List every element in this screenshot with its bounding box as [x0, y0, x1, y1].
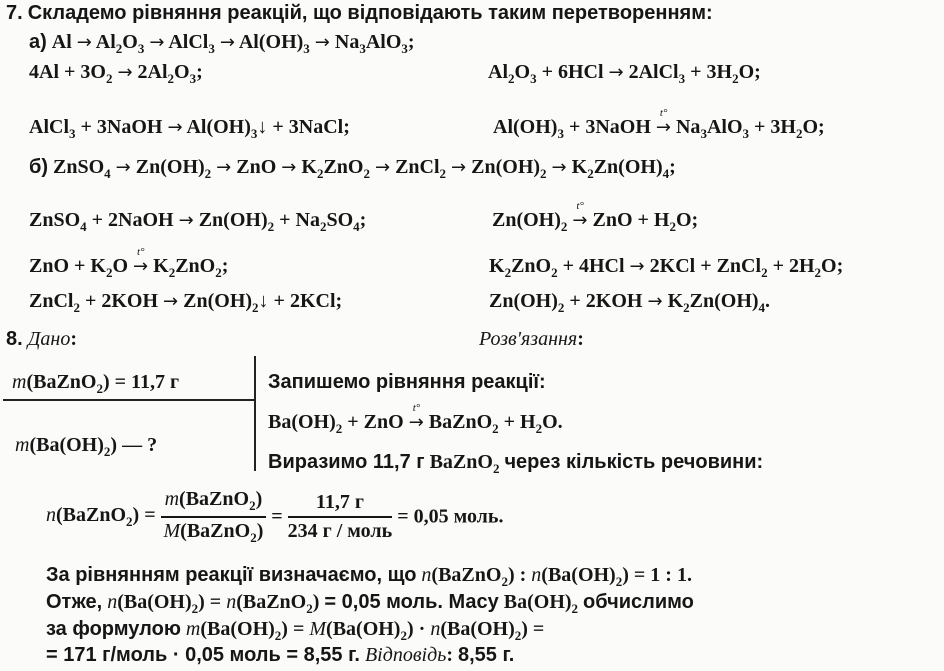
p1-text: За рівнянням реакції визначаємо, що: [46, 564, 417, 586]
eq-zno-k2o: ZnO + $K_2O$ t° → $K_2ZnO_2$;: [29, 246, 229, 280]
answer-value: 8,55 г.: [458, 644, 515, 666]
eq-al2o3-hcl: $Al_2O_3 + 6HCl$ → 2AlCl$_3$ + $3H_2O$;: [488, 61, 761, 86]
eq-aloh3-naoh: $Al(OH)_3$ + 3NaOH t° → $Na_3AlO_3 + 3H_2O$;: [493, 107, 825, 141]
eq-al-o2: $4Al + 3O_2 \to 2Al_2O_3$;: [29, 61, 203, 86]
fraction-mass-over-molar: $\frac{m(BaZnO_2)}{M(BaZnO_2)}$: [161, 488, 267, 546]
p3-text: за формулою: [46, 618, 181, 640]
frac-top-value: 11,7 г: [288, 491, 393, 518]
para-line-4: = 171 г/моль · 0,05 моль = 8,55 г. Відповідь: 8,55 г.: [46, 644, 515, 666]
task7b-label: б): [29, 156, 49, 178]
eq-znso4-naoh: ZnSO$_4$ + 2NaOH → $Zn(OH)_2 + Na_2SO_4$;: [29, 209, 367, 234]
p2-value: = 0,05 моль. Масу: [324, 591, 499, 613]
ratio-text: = 1 : 1.: [633, 564, 692, 586]
given-mass: m(BaZnO$_2$) = 11,7 г: [12, 371, 180, 396]
task7-heading-text: Складемо рівняння реакцій, що відповідають таким перетворенням:: [27, 2, 713, 24]
eq-znoh2-koh: $Zn(OH)_2 + 2KOH \to K_2Zn(OH)_4$.: [489, 290, 771, 315]
task8-solution-heading: Розв'язання:: [479, 328, 584, 350]
p2-end: обчислимо: [583, 591, 694, 613]
calc-result: = 0,05 моль.: [397, 505, 504, 528]
task7a-chain: а) $Al \to Al_2O_3$ → AlCl$_3$ → $Al(OH)_3 \to Na_3AlO_3$;: [29, 31, 415, 56]
para-line-3: за формулою $m(Ba(OH)_2) = M(Ba(OH)_2) \cdot n(Ba(OH)_2)$ =: [46, 618, 545, 643]
write-equation-text: Запишемо рівняння реакції:: [268, 371, 546, 393]
eq-znoh2-decomp: $Zn(OH)_2$ t° → ZnO + $H_2O$;: [492, 200, 699, 234]
express-text-end: через кількість речовини:: [504, 451, 764, 473]
p2-start: Отже,: [46, 591, 103, 613]
task8-given-label: Дано: [27, 328, 71, 350]
task7b-chain: б) ZnSO$_4$ → $Zn(OH)_2$ → ZnO → $K_2ZnO_2$ → ZnCl$_2$ → $Zn(OH)_2 \to K_2Zn(OH)_4$;: [29, 156, 676, 181]
express-text: Виразимо 11,7 г: [268, 451, 425, 473]
task8-number: 8.: [6, 328, 23, 350]
express-line: Виразимо 11,7 г BaZnO$_2$ через кількість речовини:: [268, 451, 764, 476]
eq-alcl3-naoh: AlCl$_3$ + 3NaOH → $Al(OH)_3↓$ + 3NaCl;: [29, 116, 350, 141]
given-vertical-divider: [254, 356, 256, 471]
p4-text: = 171 г/моль · 0,05 моль = 8,55 г.: [46, 644, 360, 666]
eq-baoh2-zno: $Ba(OH)_2$ + ZnO t° → BaZnO$_2$ + $H_2O$.: [268, 402, 563, 436]
para-line-1: За рівнянням реакції визначаємо, що n(BaZnO$_2$) : $n(Ba(OH)_2) = 1$ : 1.: [46, 564, 692, 589]
fraction-values: [288, 491, 393, 543]
unknown-suffix: — ?: [122, 434, 158, 456]
eq-zncl2-koh: ZnCl$_2$ + $2KOH \to Zn(OH)_2↓ + 2KCl$;: [29, 290, 343, 315]
task8-solution-label: Розв'язання: [479, 328, 578, 350]
task7a-label: а): [29, 31, 47, 53]
given-mass-value: 11,7 г: [131, 371, 180, 393]
task8-given-heading: 8. Дано:: [6, 328, 78, 350]
answer-label: Відповідь: [364, 644, 447, 666]
para-line-2: Отже, $n(Ba(OH)_2)$ = n(BaZnO$_2$) = 0,05 моль. Масу $Ba(OH)_2$ обчислимо: [46, 591, 694, 616]
frac-bot-value: 234 г / моль: [287, 520, 393, 542]
unknown-mass: $m(Ba(OH)_2)$ — ?: [15, 434, 158, 459]
eq-k2zno2-hcl: $K_2ZnO_2 + 4HCl \to 2KCl$ + ZnCl$_2$ + $2H_2O$;: [489, 255, 844, 280]
task7-number: 7.: [6, 2, 23, 24]
task7-heading: [6, 1, 713, 25]
calculation: n(BaZnO$_2$) = $\frac{m(BaZnO_2)}{M(BaZnO_2)}$ = $\frac{11,7 г}{\text{234 г / моль}}$ = 0,05 моль.: [46, 488, 504, 545]
